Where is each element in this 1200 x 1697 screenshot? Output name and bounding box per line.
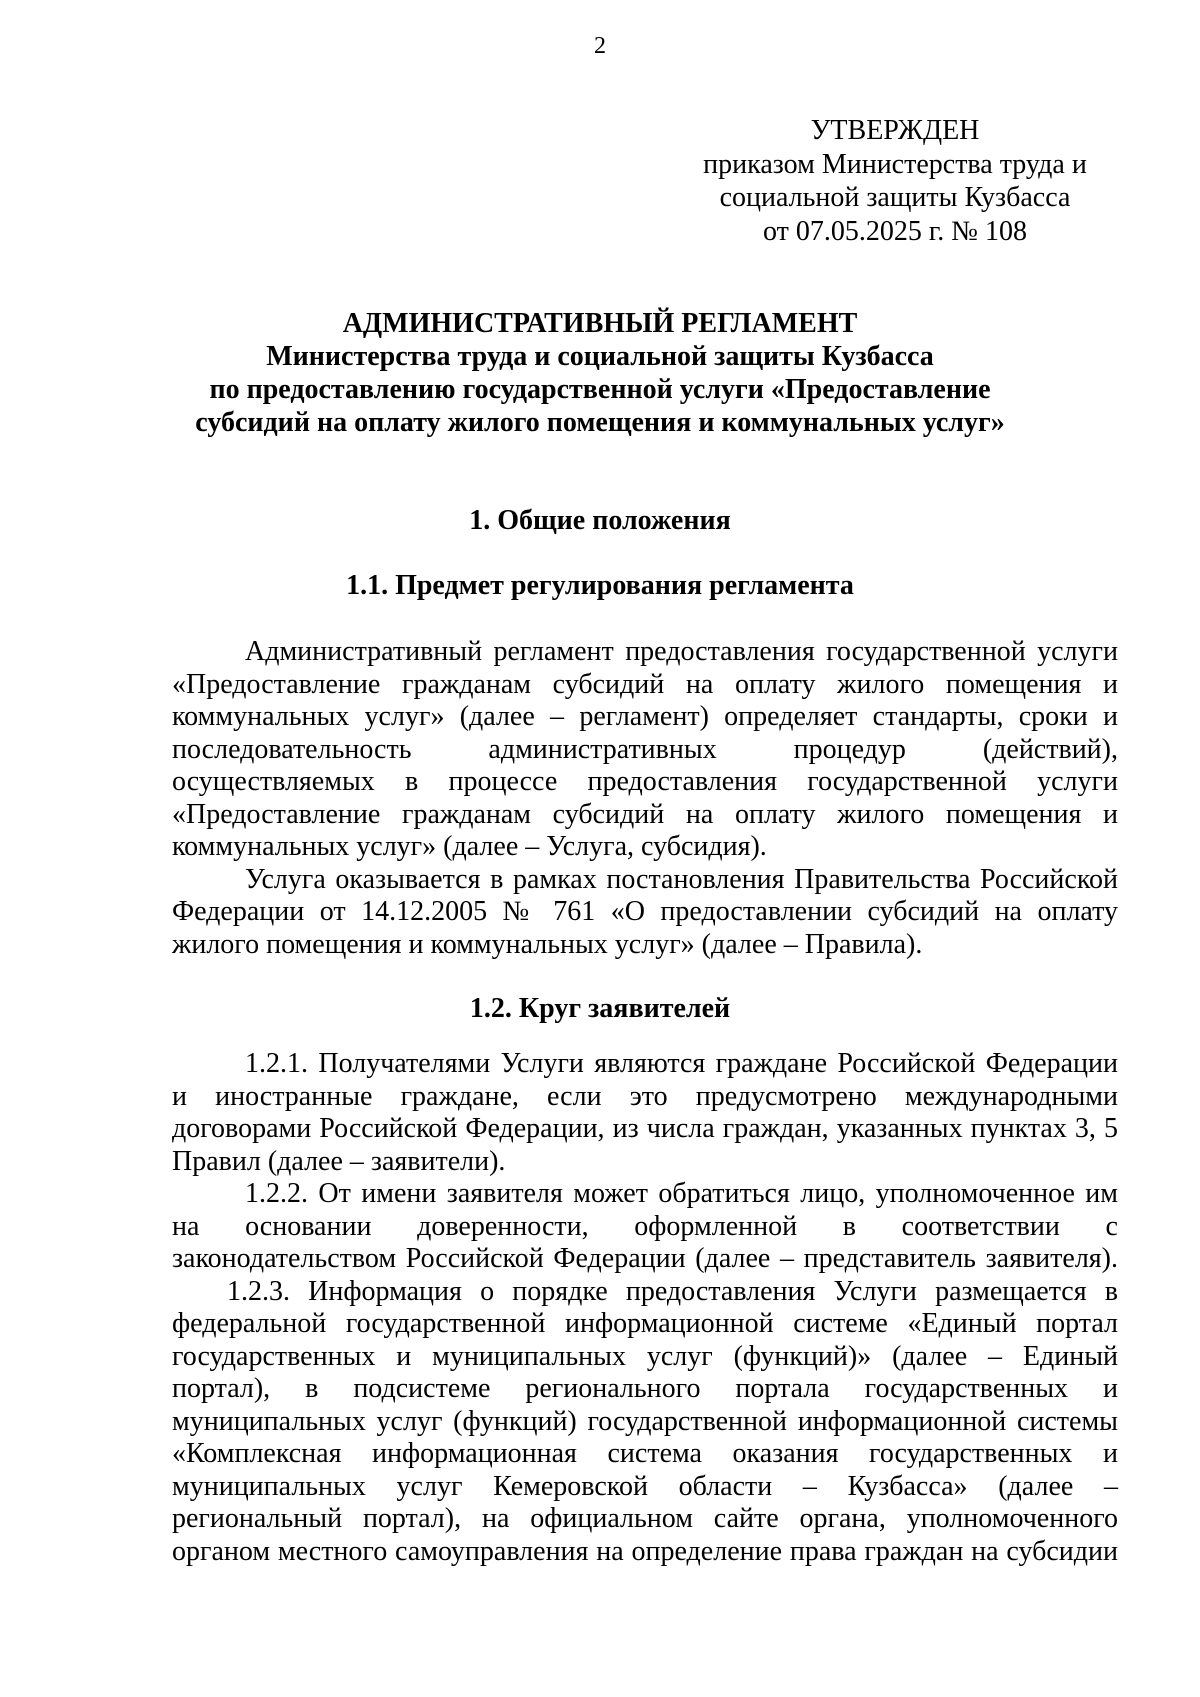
title-line: Министерства труда и социальной защиты Кузбасса [266, 341, 934, 372]
text-line: коммунальных услуг» (далее – регламент) определяет стандарты, сроки и [172, 701, 1118, 732]
text-line: жилого помещения и коммунальных услуг» (далее – Правила). [172, 928, 923, 960]
text-line: портал), в подсистеме регионального портала государственных и [172, 1373, 1118, 1404]
subsection-1-1-text [172, 636, 1118, 961]
title-line: АДМИНИСТРАТИВНЫЙ РЕГЛАМЕНТ [342, 308, 858, 339]
text-line: органом местного самоуправления на определение права граждан на субсидии [172, 1535, 1118, 1567]
text-line: муниципальных услуг (функций) государственной информационной системы [172, 1405, 1118, 1437]
text-line: на основании доверенности, оформленной в соответствии с [172, 1210, 1118, 1242]
text-line: «Предоставление гражданам субсидий на оплату жилого помещения и [172, 798, 1118, 830]
text-line: и иностранные граждане, если это предусмотрено международными [172, 1080, 1118, 1112]
text-line: Правил (далее – заявители). [172, 1145, 506, 1177]
subsection-heading: 1.2. Круг заявителей [469, 993, 731, 1024]
text-line: осуществляемых в процессе предоставления государственной услуги [172, 766, 1118, 797]
text-line: государственных и муниципальных услуг (функций)» (далее – Единый [172, 1340, 1118, 1372]
title-line: по предоставлению государственной услуги «Предоставление [209, 374, 991, 405]
text-line: региональный портал), на официальном сайте органа, уполномоченного [172, 1503, 1118, 1534]
text-line: федеральной государственной информационной системе «Единый портал [172, 1308, 1118, 1339]
title-line: субсидий на оплату жилого помещения и коммунальных услуг» [195, 407, 1005, 438]
subsection-heading: 1.1. Предмет регулирования регламента [346, 570, 854, 601]
text-line: «Комплексная информационная система оказания государственных и [172, 1438, 1118, 1469]
section-heading: 1. Общие положения [469, 505, 731, 536]
approval-date-line: от 07.05.2025 г. № 108 [763, 215, 1027, 247]
text-line: «Предоставление гражданам субсидий на оплату жилого помещения и [172, 668, 1118, 700]
text-line: законодательством Российской Федерации (далее – представитель заявителя). [172, 1243, 1118, 1274]
subsection-1-2-text [172, 1048, 1118, 1568]
approval-ministry-line: социальной защиты Кузбасса [719, 182, 1071, 213]
approval-order-line: приказом Министерства труда и [703, 148, 1087, 180]
text-line: последовательность административных процедур (действий), [172, 733, 1118, 765]
text-line: коммунальных услуг» (далее – Услуга, субсидия). [172, 831, 767, 862]
page-number: 2 [594, 33, 606, 59]
text-line: Услуга оказывается в рамках постановления Правительства Российской [245, 863, 1118, 895]
text-line: 1.2.1. Получателями Услуги являются граждане Российской Федерации [245, 1048, 1118, 1079]
text-line: Федерации от 14.12.2005 № 761 «О предоставлении субсидий на оплату [172, 896, 1118, 927]
text-line: 1.2.2. От имени заявителя может обратиться лицо, уполномоченное им [245, 1178, 1118, 1209]
text-line: 1.2.3. Информация о порядке предоставления Услуги размещается в [227, 1275, 1118, 1307]
document-title [0, 307, 1200, 439]
approval-label: УТВЕРЖДЕН [810, 115, 980, 146]
text-line: договорами Российской Федерации, из числа граждан, указанных пунктах 3, 5 [172, 1113, 1118, 1144]
text-line: Административный регламент предоставления государственной услуги [245, 636, 1118, 667]
approval-stamp-block [700, 114, 1090, 248]
text-line: муниципальных услуг Кемеровской области – Кузбасса» (далее – [172, 1470, 1118, 1502]
